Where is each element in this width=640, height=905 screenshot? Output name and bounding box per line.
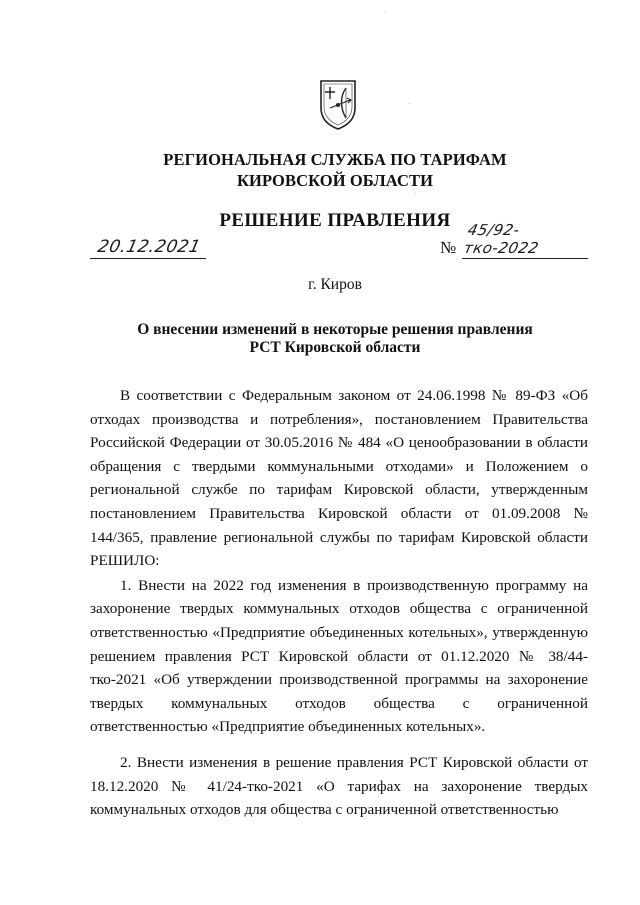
handwritten-date: 20.12.2021 <box>95 237 203 257</box>
handwritten-number: 45/92-тко-2022 <box>462 221 541 257</box>
paragraph-item-2: 2. Внести изменения в решение правления РСТ Кировской области от 18.12.2020 № 41/24-тко-2021 «О тарифах на захоронение твердых коммунальных отходов для общества с ограниченной ответственностью <box>90 753 588 819</box>
scan-speck: · <box>414 190 417 198</box>
date-field <box>90 236 206 259</box>
subject-line2: РСТ Кировской области <box>249 339 421 356</box>
city: г. Киров <box>308 276 362 293</box>
scan-speck: · <box>384 8 387 16</box>
number-field <box>462 221 588 259</box>
scan-speck: · <box>408 100 411 108</box>
paragraph-preamble: В соответствии с Федеральным законом от 24.06.1998 № 89-ФЗ «Об отходах производства и потребления», постановлением Правительства Российской Федерации от 30.05.2016 № 484 «О ценообразовании в области обращения с твердыми коммунальными отходами» и Положением о региональной службе по тарифам Кировской области, утвержденным постановлением Правительства Кировской области от 01.09.2008 № 144/365, правление региональной службы по тарифам Кировской области РЕШИЛО: <box>90 387 588 570</box>
organization-name-line2: КИРОВСКОЙ ОБЛАСТИ <box>236 171 434 190</box>
organization-name-line1: РЕГИОНАЛЬНАЯ СЛУЖБА ПО ТАРИФАМ <box>163 150 507 169</box>
document-type-title: РЕШЕНИЕ ПРАВЛЕНИЯ <box>219 210 451 231</box>
body-text <box>90 384 588 822</box>
subject-line1: О внесении изменений в некоторые решения правления <box>137 321 533 338</box>
number-sign: № <box>440 238 457 257</box>
paragraph-item-1: 1. Внести на 2022 год изменения в производственную программу на захоронение твердых коммунальных отходов общества с ограниченной ответственностью «Предприятие объединенных котельных», утвержденную решением правления РСТ Кировской области от 01.12.2020 № 38/44-тко-2021 «Об утверждении производственной программы на захоронение твердых коммунальных отходов общества с ограниченной ответственностью «Предприятие объединенных котельных». <box>90 576 588 736</box>
coat-of-arms-emblem <box>318 78 358 130</box>
